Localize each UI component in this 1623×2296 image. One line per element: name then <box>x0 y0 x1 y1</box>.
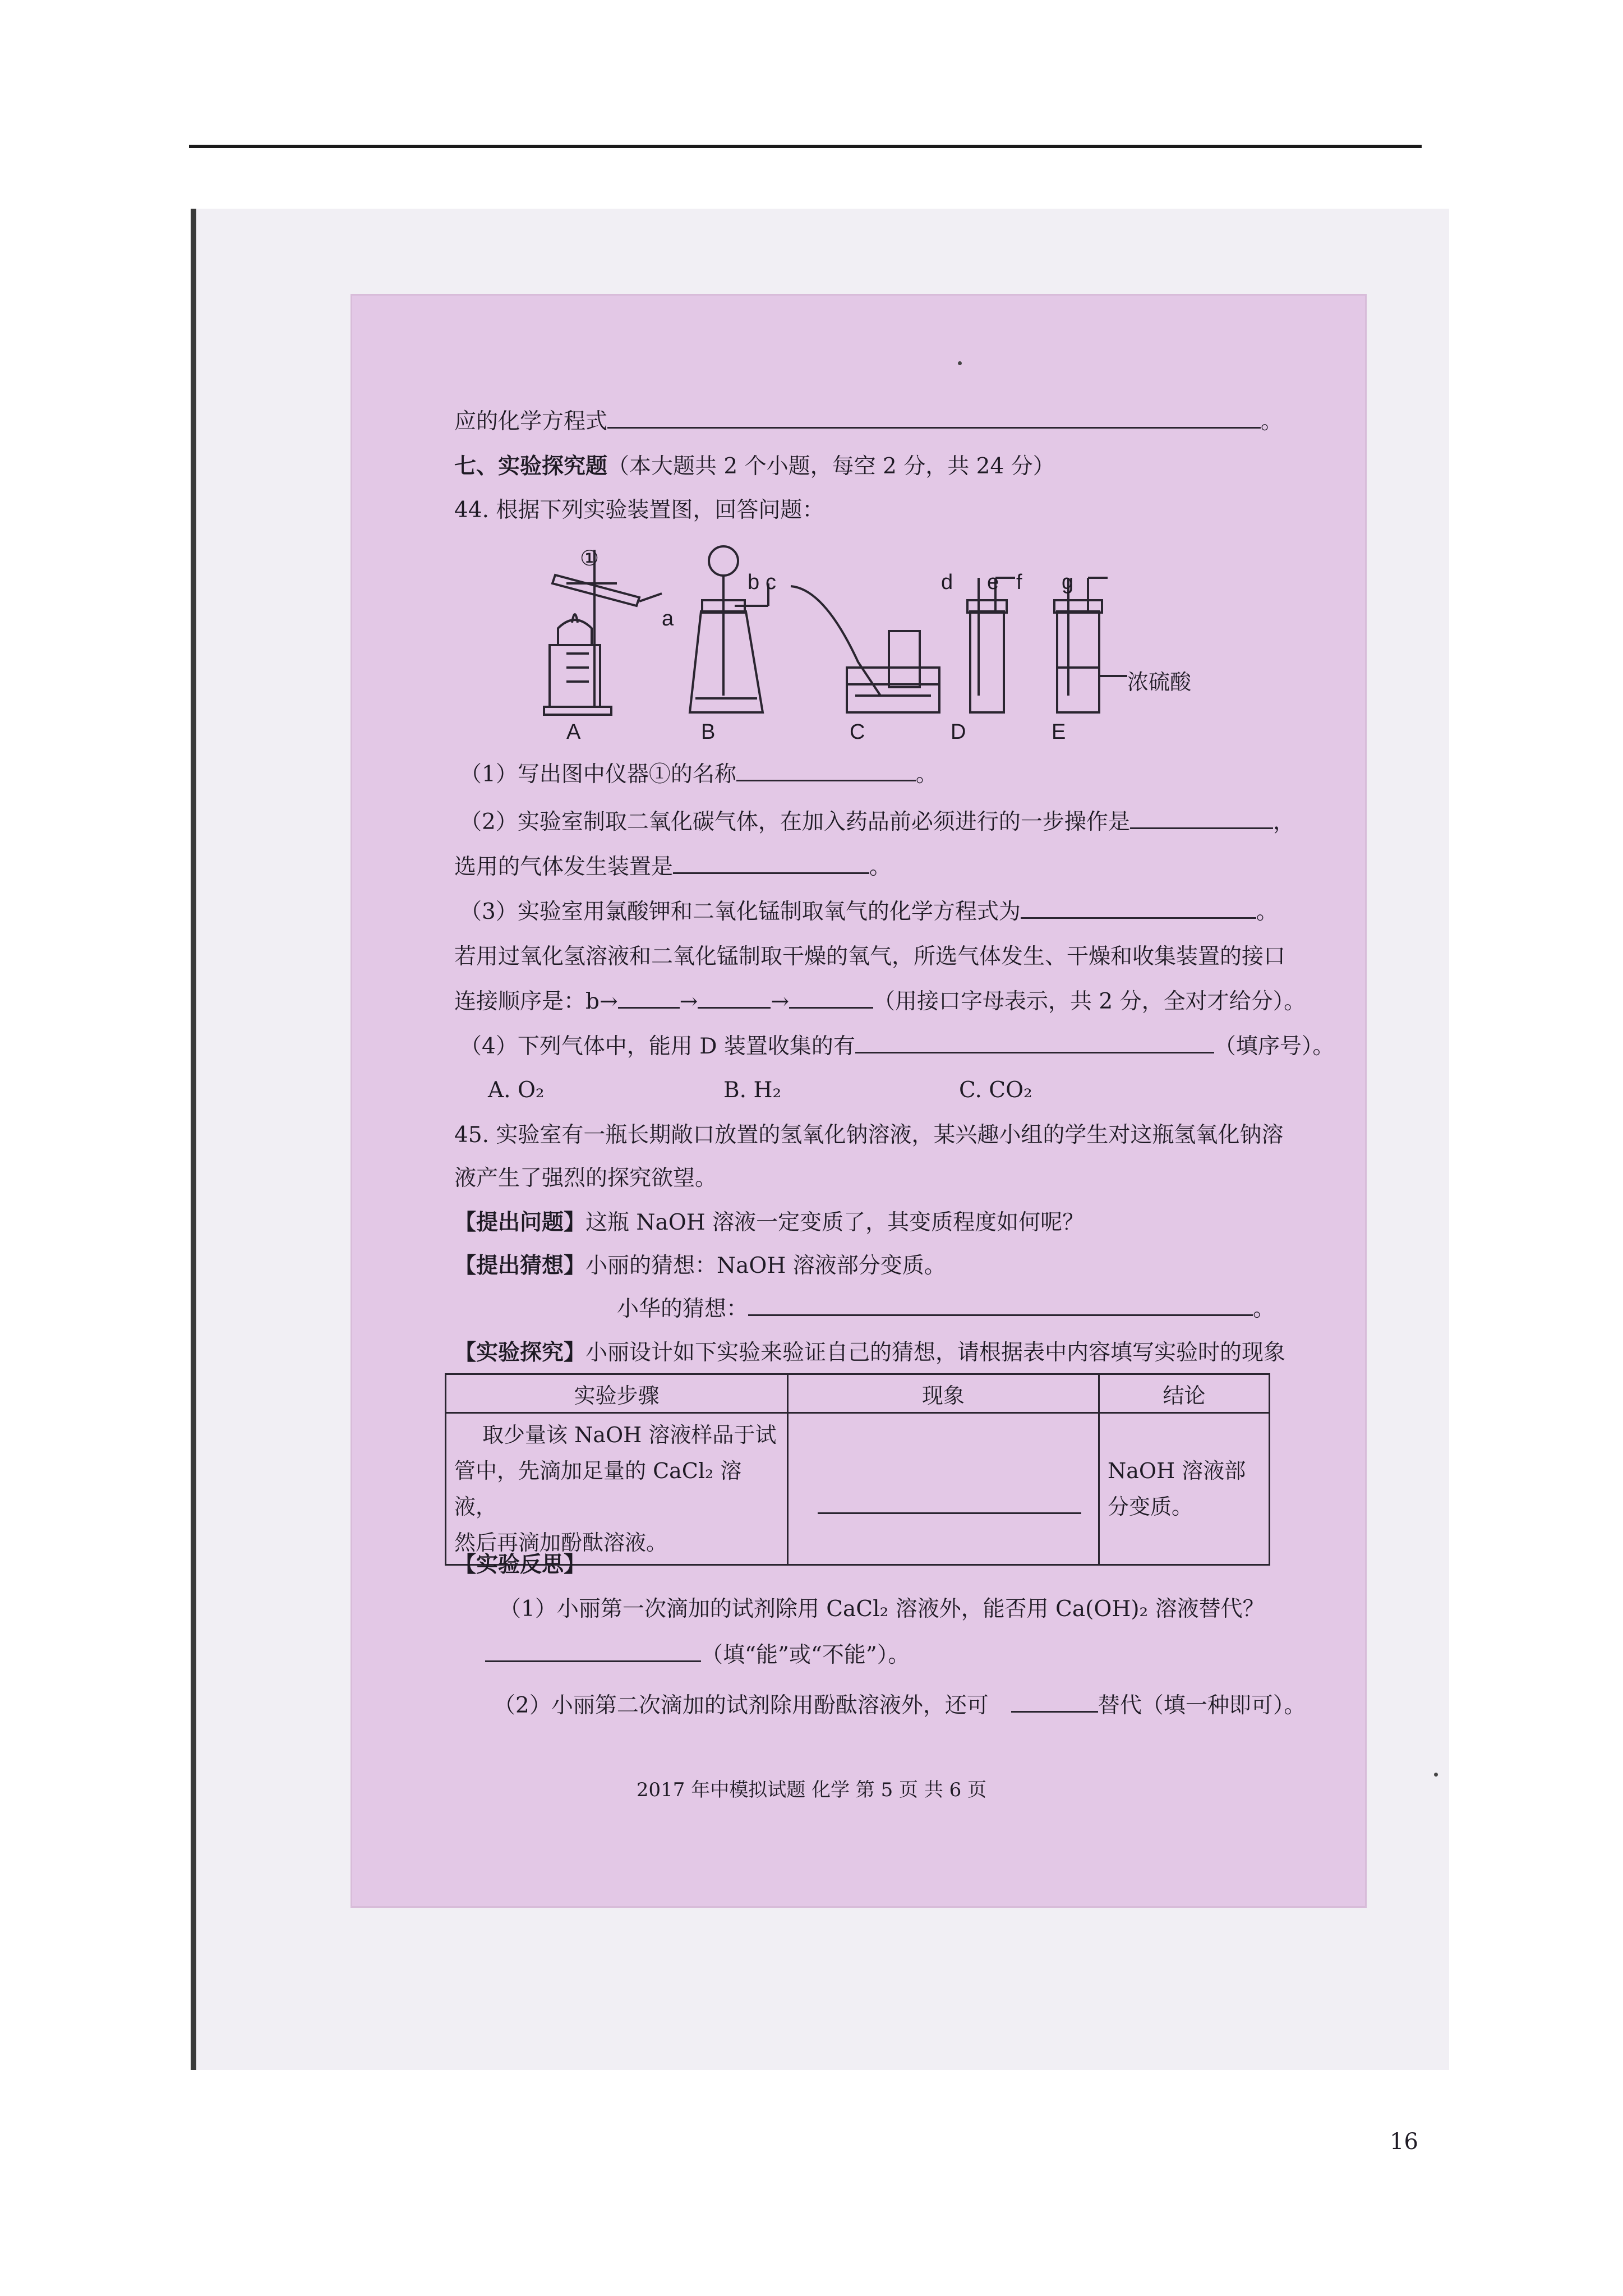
answer-blank[interactable] <box>485 1641 701 1662</box>
conclusion-line: 分变质。 <box>1108 1494 1193 1519</box>
option-b: B. H₂ <box>723 1078 782 1103</box>
label-c: c <box>766 570 776 594</box>
answer-blank[interactable] <box>855 1033 1214 1053</box>
label-e: e <box>987 570 999 594</box>
answer-blank[interactable] <box>618 988 680 1009</box>
q45-explore: 【实验探究】小丽设计如下实验来验证自己的猜想，请根据表中内容填写实验时的现象 <box>454 1340 1286 1365</box>
header-rule <box>189 145 1422 148</box>
conclusion-cell <box>1099 1413 1270 1565</box>
apparatus-figure <box>533 527 1234 757</box>
page-number: 16 <box>1390 2129 1418 2155</box>
conclusion-line: NaOH 溶液部 <box>1108 1458 1246 1483</box>
q45-guess: 【提出猜想】小丽的猜想：NaOH 溶液部分变质。 <box>454 1253 946 1278</box>
answer-blank[interactable] <box>1011 1692 1098 1713</box>
table-header: 现象 <box>788 1374 1099 1413</box>
q45-reflect-1b: （填“能”或“不能”）。 <box>485 1641 910 1670</box>
label-b: b <box>748 570 760 594</box>
q45-guess2: 小华的猜想： 。 <box>617 1296 1275 1322</box>
q44-part3-line2: 若用过氧化氢溶液和二氧化锰制取干燥的氧气，所选气体发生、干燥和收集装置的接口 <box>454 944 1286 969</box>
experiment-table <box>445 1373 1270 1566</box>
apparatus-label-e: E <box>1052 720 1066 744</box>
q44-part2: （2）实验室制取二氧化碳气体，在加入药品前必须进行的一步操作是 ， <box>460 809 1295 835</box>
q45-stem-line2: 液产生了强烈的探究欲望。 <box>454 1166 717 1191</box>
option-a: A. O₂ <box>488 1078 545 1103</box>
section-title: 七、实验探究题（本大题共 2 个小题，每空 2 分，共 24 分） <box>454 453 1055 479</box>
label-g: g <box>1062 570 1074 594</box>
label-d: d <box>941 570 953 594</box>
apparatus-e <box>1054 578 1127 712</box>
q44-part2-line2: 选用的气体发生装置是 。 <box>454 854 892 880</box>
q45-stem: 45. 实验室有一瓶长期敞口放置的氢氧化钠溶液，某兴趣小组的学生对这瓶氢氧化钠溶 <box>454 1122 1284 1148</box>
q45-question: 【提出问题】这瓶 NaOH 溶液一定变质了，其变质程度如何呢？ <box>454 1209 1085 1235</box>
apparatus-d <box>967 578 1015 712</box>
table-header: 结论 <box>1099 1374 1270 1413</box>
step-line: 管中，先滴加足量的 CaCl₂ 溶液， <box>454 1458 742 1519</box>
q44-stem: 44. 根据下列实验装置图，回答问题： <box>454 498 824 523</box>
q44-part3: （3）实验室用氯酸钾和二氧化锰制取氧气的化学方程式为 。 <box>460 899 1278 924</box>
label-f: f <box>1016 570 1022 594</box>
label-one: ① <box>580 547 600 570</box>
answer-blank[interactable] <box>1130 808 1273 829</box>
scan-speck <box>958 361 962 365</box>
phenomenon-cell[interactable] <box>788 1413 1099 1565</box>
step-cell <box>446 1413 788 1565</box>
apparatus-label-d: D <box>951 720 966 744</box>
label-acid: 浓硫酸 <box>1127 671 1192 694</box>
q45-reflect-1: （1）小丽第一次滴加的试剂除用 CaCl₂ 溶液外，能否用 Ca(OH)₂ 溶液替代？ <box>499 1596 1265 1622</box>
answer-blank[interactable] <box>789 988 873 1009</box>
apparatus-label-b: B <box>701 720 716 744</box>
table-row <box>446 1413 1270 1565</box>
answer-blank[interactable] <box>748 1295 1253 1316</box>
answer-blank[interactable] <box>1021 898 1256 919</box>
phenomenon-blank[interactable] <box>818 1493 1081 1514</box>
answer-blank[interactable] <box>673 853 869 874</box>
q45-reflect-2: （2）小丽第二次滴加的试剂除用酚酞溶液外，还可 替代（填一种即可）。 <box>494 1693 1306 1718</box>
q45-reflect: 【实验反思】 <box>454 1552 586 1577</box>
equation-line: 应的化学方程式 。 <box>454 409 1283 434</box>
q44-part1: （1）写出图中仪器①的名称 。 <box>460 762 938 787</box>
q44-part4: （4）下列气体中，能用 D 装置收集的有 （填序号）。 <box>460 1034 1335 1059</box>
apparatus-label-a: A <box>566 720 581 744</box>
option-c: C. CO₂ <box>959 1078 1032 1103</box>
q44-part3-line3: 连接顺序是：b→ → → （用接口字母表示，共 2 分，全对才给分）。 <box>454 989 1306 1014</box>
answer-blank[interactable] <box>736 761 916 781</box>
step-line: 然后再滴加酚酞溶液。 <box>454 1530 668 1555</box>
answer-blank[interactable] <box>698 988 771 1009</box>
apparatus-label-c: C <box>850 720 865 744</box>
apparatus-a <box>544 550 662 715</box>
step-line: 取少量该 NaOH 溶液样品于试 <box>482 1423 777 1447</box>
answer-blank[interactable] <box>607 408 1261 429</box>
table-header: 实验步骤 <box>446 1374 788 1413</box>
label-a: a <box>662 607 674 631</box>
apparatus-c <box>791 586 939 712</box>
page-footer: 2017 年中模拟试题 化学 第 5 页 共 6 页 <box>636 1779 987 1801</box>
